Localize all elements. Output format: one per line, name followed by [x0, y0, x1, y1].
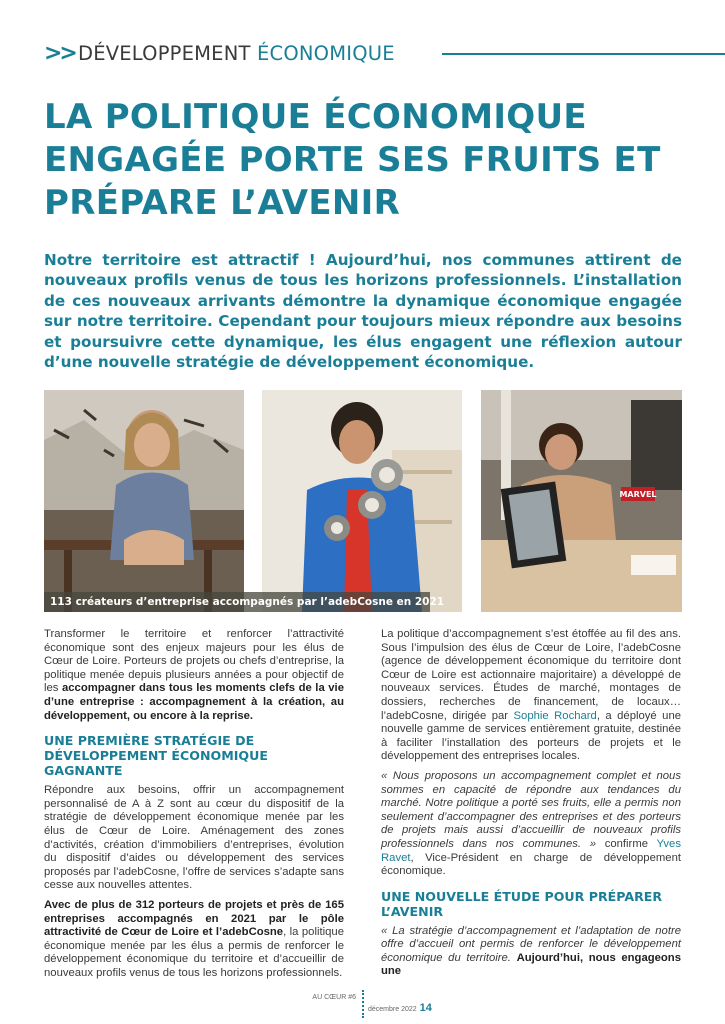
right-quote-1 [381, 770, 681, 879]
left-paragraph-3 [44, 899, 344, 981]
quote-attribution: confirme [596, 837, 657, 850]
quote-2-bold: Aujourd’hui, nous engageons une [381, 951, 681, 978]
section-title-part2: ÉCONOMIQUE [257, 41, 395, 65]
left-p1-text: Transformer le territoire et renforcer l’attractivité économique sont des enjeux majeurs pour les élus de Cœur de Loire. Porteurs de projets ou chefs d’entreprise, la politique menée depuis plusieurs années a pour objectif de les [44, 628, 344, 695]
photo-woman-leaning [44, 390, 244, 612]
section-title [78, 42, 395, 65]
left-p3-bold: Avec de plus de 312 porteurs de projets et près de 165 entreprises accompagnés en 2021 par le pôle attractivité de Cœur de Loire et l’adebCosne [44, 898, 344, 939]
section-title-part1: DÉVELOPPEMENT [78, 41, 257, 65]
right-paragraph-1 [381, 628, 681, 764]
photo-strip [44, 390, 682, 612]
subheading-first-strategy: UNE PREMIÈRE STRATÉGIE DE DÉVELOPPEMENT ÉCONOMIQUE GAGNANTE [44, 733, 268, 779]
photo-woman-ceramics [262, 390, 462, 612]
left-p3-text: , la politique économique menée par les élus a permis de renforcer le développement économique du territoire et d’accueillir de nouveaux profils venus de tous les horizons professionnels. [44, 926, 344, 979]
photo-caption: 113 créateurs d’entreprise accompagnés par l’adebCosne en 2021 [44, 592, 430, 612]
quote-role: , Vice-Président en charge de développement économique. [381, 851, 681, 878]
header-rule [442, 53, 725, 55]
quote-text: « Nous proposons un accompagnement complet et nous sommes en capacité de répondre aux tendances du marché. Notre politique a porté ses fruits, elle a permis non seulement d’accompagner des entreprises et des porteurs de projets mais aussi d’accueillir de nouveaux profils professionnels dans nos communes. » [381, 769, 681, 850]
left-paragraph-1 [44, 628, 344, 723]
right-p1-text-end: , a déployé une nouvelle gamme de services entièrement gratuite, destinée à faciliter l’installation des porteurs de projets et le développement des entreprises locales. [381, 709, 682, 763]
issue-date: décembre 2022 [368, 1006, 417, 1013]
page-footer [0, 994, 725, 1018]
person-name-yves: Yves Ravet [381, 837, 681, 864]
quote-2-text: « La stratégie d’accompagnement et l’adaptation de notre offre d’accueil ont permis de renforcer le développement économique du territoire. [381, 924, 681, 964]
marvel-text: MARVEL [619, 490, 657, 499]
article-intro: Notre territoire est attractif ! Aujourd’hui, nos communes attirent de nouveaux profils venus de tous les horizons professionnels. L’installation de ces nouveaux arrivants démontre la dynamique économique engagée sur notre territoire. Cependant pour toujours mieux répondre aux besoins et poursuivre cette dynamique, les élus engagent une réflexion autour d’une nouvelle stratégie de développement économique. [44, 251, 682, 372]
left-p1-bold: accompagner dans tous les moments clefs de la vie d’une entreprise : accompagnement à la création, au développement, ou encore à la reprise. [44, 682, 344, 722]
article-title: LA POLITIQUE ÉCONOMIQUE ENGAGÉE PORTE SES FRUITS ET PRÉPARE L’AVENIR [44, 97, 661, 223]
footer-date-page [368, 1002, 432, 1014]
right-quote-2 [381, 925, 681, 979]
left-column [44, 628, 344, 986]
left-paragraph-2: Répondre aux besoins, offrir un accompagnement personnalisé de A à Z sont au cœur du dispositif de la stratégie de développement économique menée par les élus de Cœur de Loire. Aménagement des zones d’activités, création d’immobiliers d’entreprises, évolution du dispositif d’aides ou développement des services proposés par l’adebCosne, l’offre de services s’adapte sans cesse aux nouvelles attentes. [44, 784, 344, 892]
right-p1-text: La politique d’accompagnement s’est étoffée au fil des ans. Sous l’impulsion des élus de Cœur de Loire, l’adebCosne (agence de développement économique du territoire dont Cœur de Loire est actionnaire majoritaire) a développé de nouveaux services. Études de marché, montages de dossiers, recherches de financement, de locaux… l’adebCosne, dirigée par [381, 628, 681, 722]
person-name-sophie: Sophie Rochard [513, 709, 597, 722]
magazine-name: AU CŒUR #6 [312, 994, 356, 1001]
page-number: 14 [419, 1002, 432, 1014]
chevron-right-icon: >> [44, 40, 75, 66]
subheading-new-study: UNE NOUVELLE ÉTUDE POUR PRÉPARER L’AVENIR [381, 888, 663, 919]
right-column [381, 628, 681, 985]
photo-woman-phone [481, 390, 682, 612]
footer-divider [362, 990, 364, 1018]
